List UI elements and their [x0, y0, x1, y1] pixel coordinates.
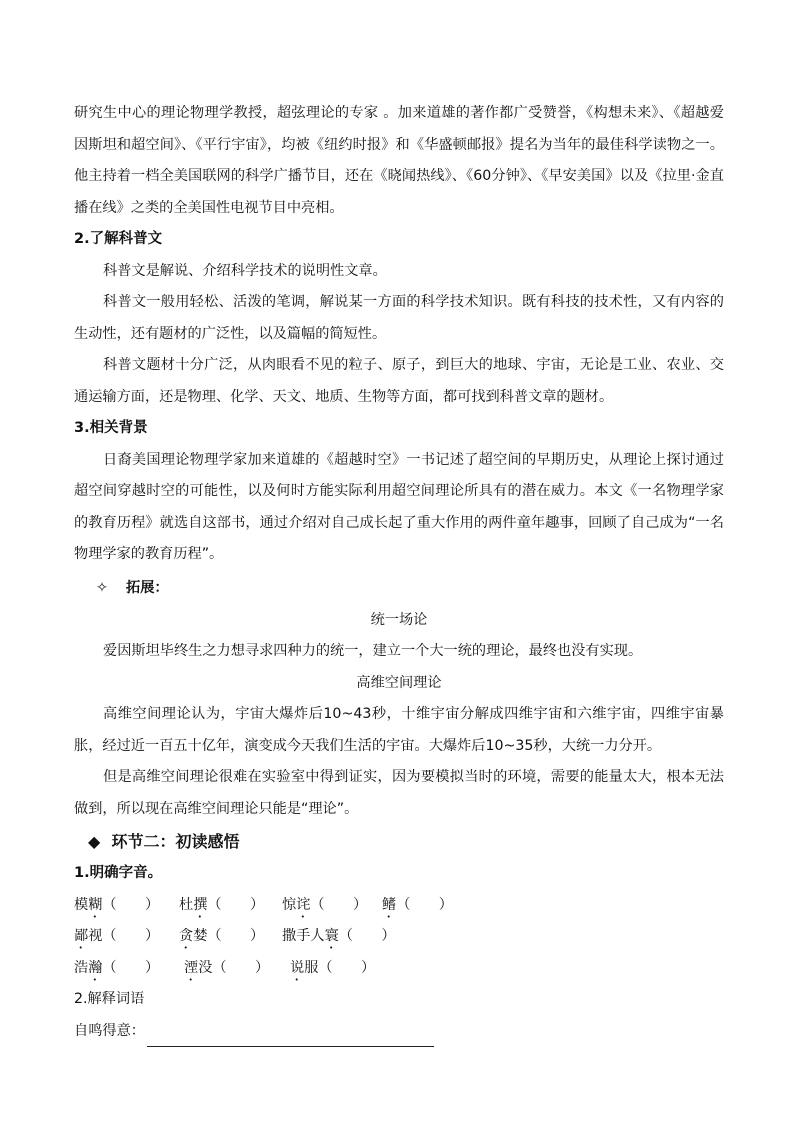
diamond-icon: ◆ — [88, 832, 101, 851]
word-label: 自鸣得意： — [74, 1022, 145, 1039]
heading-word-explanation: 2.解释词语 — [74, 991, 145, 1007]
word-item — [74, 1016, 724, 1048]
intro-paragraph: 研究生中心的理论物理学教授，超弦理论的专家 。加来道雄的著作都广受赞誉，《构想未来》、《超越爱因斯坦和超空间》、《平行宇宙》，均被《纽约时报》和《华盛顿邮报》提名为当年的最佳科学读物之一。他主持着一档全美国联网的科学广播节目，还在《晓闻热线》、《60分钟》、《早安美国》以及《拉里·金直播在线》之类的全美国性电视节目中亮相。 — [74, 105, 724, 216]
pinyin-item: 杜撰（ ） — [179, 896, 265, 913]
higher-dimension-paragraph-1: 高维空间理论认为，宇宙大爆炸后10~43秒，十维宇宙分解成四维宇宙和六维宇宙，四维宇宙暴胀，经过近一百五十亿年，演变成今天我们生活的宇宙。大爆炸后10~35秒，大统一力分开。 — [74, 706, 724, 754]
pinyin-row-3 — [74, 953, 724, 985]
pinyin-row-1 — [74, 890, 724, 922]
popsci-paragraph-1: 科普文是解说、介绍科学技术的说明性文章。 — [103, 262, 387, 279]
extension-heading — [74, 571, 724, 605]
popsci-paragraph-2: 科普文一般用轻松、活泼的笔调，解说某一方面的科学技术知识。既有科技的技术性，又有内容的生动性，还有题材的广泛性，以及篇幅的简短性。 — [74, 294, 724, 342]
section-label: 环节二：初读感悟 — [111, 832, 240, 851]
pinyin-item: 鳍（ ） — [382, 896, 453, 913]
section-heading-first-reading — [74, 825, 724, 858]
pinyin-item: 说服（ ） — [290, 959, 376, 976]
background-paragraph: 日裔美国理论物理学家加来道雄的《超越时空》一书记述了超空间的早期历史，从理论上探讨通过超空间穿越时空的可能性，以及何时方能实际利用超空间理论所具有的潜在威力。本文《一名物理学家的教育历程》就选自这部书，通过介绍对自己成长起了重大作用的两件童年趣事，回顾了自己成为“一名物理学家的教育历程”。 — [74, 451, 724, 562]
higher-dimension-paragraph-2: 但是高维空间理论很难在实验室中得到证实，因为要模拟当时的环境，需要的能量太大，根本无法做到，所以现在高维空间理论只能是“理论”。 — [74, 769, 724, 817]
pinyin-row-2 — [74, 921, 724, 953]
document-content — [74, 98, 724, 1047]
heading-know-popular-science: 2.了解科普文 — [74, 231, 163, 247]
subheading-unified-field: 统一场论 — [370, 611, 428, 628]
pinyin-item: 模糊（ ） — [74, 896, 160, 913]
popsci-paragraph-3: 科普文题材十分广泛，从肉眼看不见的粒子、原子，到巨大的地球、宇宙，无论是工业、农业、交通运输方面，还是物理、化学、天文、地质、生物等方面，都可找到科普文章的题材。 — [74, 357, 724, 405]
pinyin-item: 浩瀚（ ） — [74, 959, 160, 976]
pinyin-item: 湮没（ ） — [184, 959, 270, 976]
pinyin-item: 惊诧（ ） — [282, 896, 368, 913]
pinyin-item: 鄙视（ ） — [74, 928, 160, 944]
answer-blank-line[interactable] — [147, 1029, 434, 1047]
heading-pronunciation: 1.明确字音。 — [74, 865, 163, 881]
sparkle-icon: ✧ — [96, 579, 108, 596]
unified-field-paragraph: 爱因斯坦毕终生之力想寻求四种力的统一，建立一个大一统的理论，最终也没有实现。 — [103, 643, 643, 659]
pinyin-item: 撒手人寰（ ） — [282, 928, 396, 944]
pinyin-item: 贪婪（ ） — [179, 928, 265, 944]
subheading-higher-dimension: 高维空间理论 — [356, 674, 442, 691]
heading-background: 3.相关背景 — [74, 420, 148, 436]
extension-label: 拓展： — [126, 579, 169, 596]
